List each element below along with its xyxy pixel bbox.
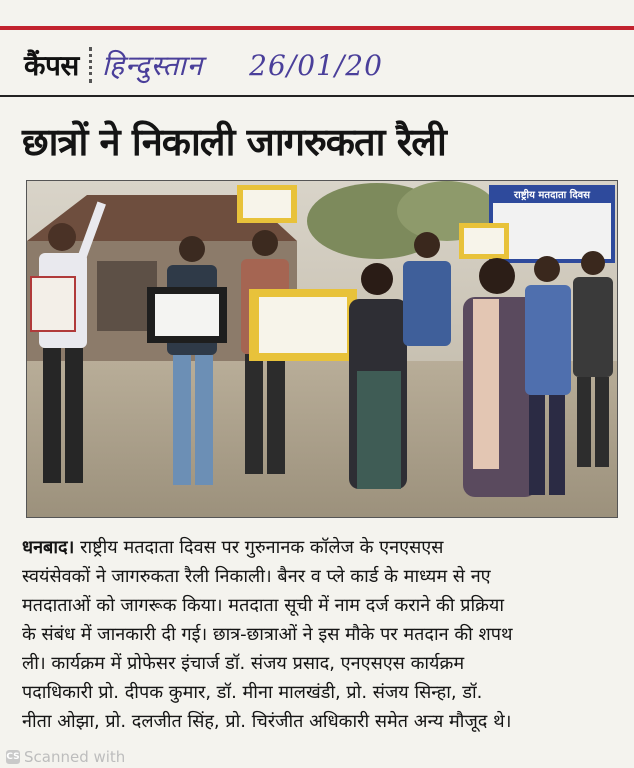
article-line: नीता ओझा, प्रो. दलजीत सिंह, प्रो. चिरंजीत अधिकारी समेत अन्य मौजूद थे। (22, 711, 512, 732)
headline: छात्रों ने निकाली जागरुकता रैली (22, 120, 446, 164)
dateline: धनबाद। (22, 537, 75, 558)
camscanner-icon: CS (6, 752, 20, 762)
article-line: ली। कार्यक्रम में प्रोफेसर इंचार्ज डॉ. संजय प्रसाद, एनएसएस कार्यक्रम (22, 653, 465, 674)
article-line: मतदाताओं को जागरूक किया। मतदाता सूची में नाम दर्ज कराने की प्रक्रिया (22, 595, 505, 616)
article-line: पदाधिकारी प्रो. दीपक कुमार, डॉ. मीना मालखंडी, प्रो. संजय सिन्हा, डॉ. (22, 682, 483, 703)
rally-photo (26, 180, 618, 518)
section-underline (0, 95, 634, 97)
article-line: के संबंध में जानकारी दी गई। छात्र-छात्राओं ने इस मौके पर मतदान की शपथ (22, 624, 513, 645)
rally-photo-illustration (27, 181, 617, 517)
handwritten-newspaper-name: हिन्दुस्तान (101, 49, 204, 82)
section-name: कैंपस (24, 49, 79, 82)
top-red-rule (0, 26, 634, 30)
article-line (22, 533, 620, 562)
section-separator (89, 47, 92, 83)
handwritten-date: 26/01/20 (249, 48, 383, 82)
article-line: स्वयंसेवकों ने जागरुकता रैली निकाली। बैनर व प्ले कार्ड के माध्यम से नए (22, 566, 491, 587)
section-header (24, 40, 634, 90)
article-body (22, 533, 620, 736)
watermark-text: Scanned with (24, 748, 126, 766)
banner-text: राष्ट्रीय मतदाता दिवस (514, 190, 590, 201)
article-line-text: राष्ट्रीय मतदाता दिवस पर गुरुनानक कॉलेज के एनएसएस (74, 537, 444, 558)
scanner-watermark (6, 748, 125, 766)
